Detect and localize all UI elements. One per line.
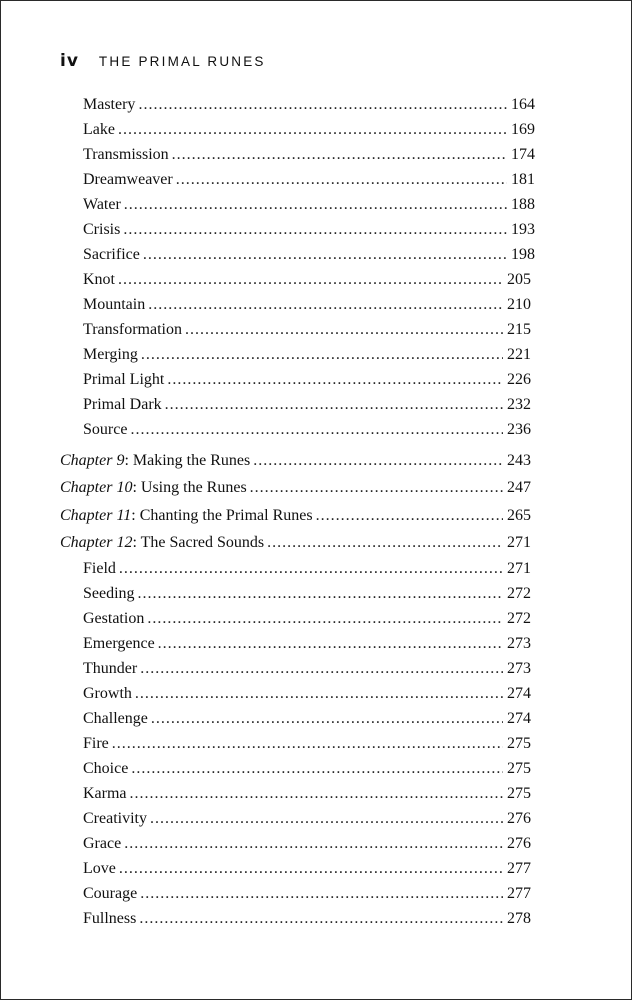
dot-leader [151,707,503,731]
folio: iv [60,51,79,71]
toc-entry-mastery[interactable]: Mastery . . . 164 [83,93,535,117]
dot-leader [185,318,503,342]
dot-leader [138,582,503,606]
toc-entry-creativity[interactable]: Creativity . . . 276 [83,807,531,831]
toc-entry-mountain[interactable]: Mountain . . . 210 [83,293,531,317]
toc-chapter-12[interactable]: Chapter 12: The Sacred Sounds . . . 271 [60,531,531,555]
dot-leader [123,218,507,242]
dot-leader [124,832,503,856]
dot-leader [158,632,503,656]
toc-entry-emergence[interactable]: Emergence . . . 273 [83,632,531,656]
dot-leader [141,343,503,367]
toc-entry-crisis[interactable]: Crisis . . . 193 [83,218,535,242]
toc-entry-water[interactable]: Water . . . 188 [83,193,535,217]
toc-entry-grace[interactable]: Grace . . . 276 [83,832,531,856]
toc-entry-challenge[interactable]: Challenge . . . 274 [83,707,531,731]
dot-leader [176,168,507,192]
dot-leader [118,268,503,292]
dot-leader [147,607,503,631]
dot-leader [143,243,507,267]
toc-chapter-9[interactable]: Chapter 9: Making the Runes . . . 243 [60,449,531,473]
dot-leader [172,143,507,167]
toc-chapter-11[interactable]: Chapter 11: Chanting the Primal Runes . . . 265 [60,504,531,528]
toc-entry-source[interactable]: Source . . . 236 [83,418,531,442]
running-title: THE PRIMAL RUNES [98,54,266,69]
dot-leader [140,657,503,681]
toc-entry-courage[interactable]: Courage . . . 277 [83,882,531,906]
toc-entry-fullness[interactable]: Fullness . . . 278 [83,907,531,931]
dot-leader [165,393,503,417]
toc-entry-fire[interactable]: Fire . . . 275 [83,732,531,756]
toc-entry-transmission[interactable]: Transmission . . . 174 [83,143,535,167]
dot-leader [119,557,503,581]
toc-entry-seeding[interactable]: Seeding . . . 272 [83,582,531,606]
toc-entry-love[interactable]: Love . . . 277 [83,857,531,881]
dot-leader [150,807,503,831]
dot-leader [131,757,503,781]
toc-entry-sacrifice[interactable]: Sacrifice . . . 198 [83,243,535,267]
dot-leader [316,504,503,528]
toc-entry-lake[interactable]: Lake . . . 169 [83,118,535,142]
dot-leader [139,907,503,931]
dot-leader [118,118,507,142]
dot-leader [148,293,503,317]
dot-leader [140,882,503,906]
dot-leader [119,857,503,881]
dot-leader [130,418,503,442]
dot-leader [112,732,503,756]
toc-entry-thunder[interactable]: Thunder . . . 273 [83,657,531,681]
toc-entry-gestation[interactable]: Gestation . . . 272 [83,607,531,631]
page-header [60,51,266,71]
toc-chapter-10[interactable]: Chapter 10: Using the Runes . . . 247 [60,476,531,500]
toc-entry-primal-light[interactable]: Primal Light . . . 226 [83,368,531,392]
dot-leader [138,93,507,117]
toc-entry-knot[interactable]: Knot . . . 205 [83,268,531,292]
dot-leader [250,476,503,500]
toc-entry-growth[interactable]: Growth . . . 274 [83,682,531,706]
dot-leader [253,449,503,473]
toc-entry-karma[interactable]: Karma . . . 275 [83,782,531,806]
toc-entry-primal-dark[interactable]: Primal Dark . . . 232 [83,393,531,417]
toc-entry-field[interactable]: Field . . . 271 [83,557,531,581]
dot-leader [130,782,503,806]
toc-entry-dreamweaver[interactable]: Dreamweaver . . . 181 [83,168,535,192]
dot-leader [135,682,503,706]
dot-leader [267,531,503,555]
toc-entry-merging[interactable]: Merging . . . 221 [83,343,531,367]
dot-leader [124,193,507,217]
toc-entry-choice[interactable]: Choice . . . 275 [83,757,531,781]
dot-leader [167,368,503,392]
toc-entry-transformation[interactable]: Transformation . . . 215 [83,318,531,342]
